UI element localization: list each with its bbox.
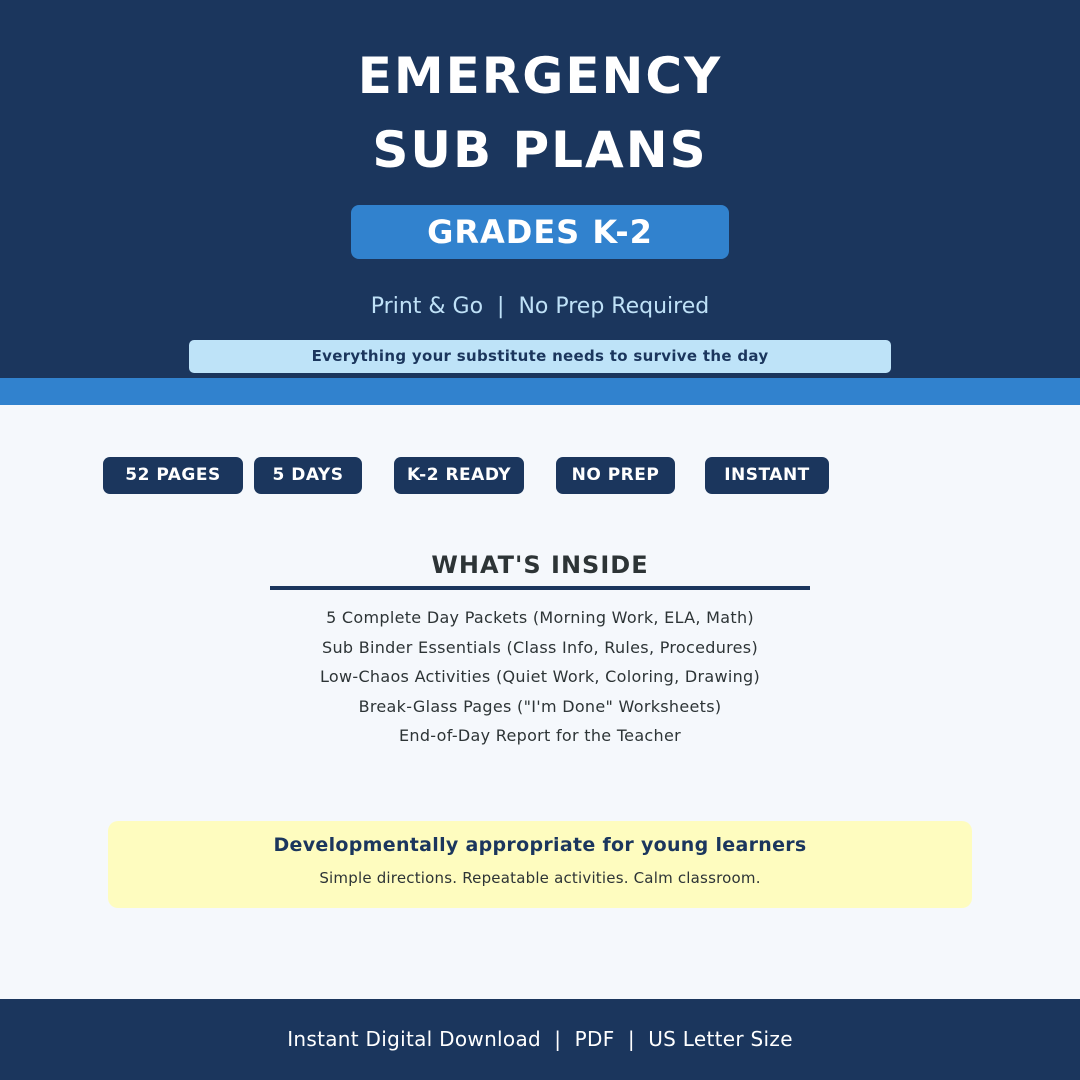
whats-inside-title: WHAT'S INSIDE	[431, 551, 649, 579]
list-item: End-of-Day Report for the Teacher	[399, 726, 681, 746]
list-item: Low-Chaos Activities (Quiet Work, Coloring, Drawing)	[319, 667, 761, 687]
list-item: Sub Binder Essentials (Class Info, Rules, Procedures)	[321, 637, 758, 657]
pill-grade-ready: K-2 READY	[394, 457, 524, 494]
note-box	[108, 821, 972, 908]
title-line-1: EMERGENCY	[357, 47, 723, 105]
accent-band	[0, 378, 1080, 405]
list-item: Break-Glass Pages ("I'm Done" Worksheets)	[358, 696, 722, 716]
grade-badge: GRADES K-2	[351, 205, 729, 259]
header-subtitle: Print & Go | No Prep Required	[370, 294, 710, 319]
pill-pages: 52 PAGES	[103, 457, 243, 494]
section-divider	[270, 586, 810, 590]
title-line-2: SUB PLANS	[372, 121, 708, 179]
pill-days: 5 DAYS	[254, 457, 362, 494]
footer-text: Instant Digital Download | PDF | US Letter Size	[287, 1027, 793, 1051]
whats-inside-list	[0, 606, 1080, 754]
header-tagline: Everything your substitute needs to survive the day	[189, 340, 891, 373]
note-title: Developmentally appropriate for young learners	[273, 834, 807, 856]
cover-header	[0, 0, 1080, 378]
list-item: 5 Complete Day Packets (Morning Work, ELA, Math)	[326, 608, 754, 627]
pill-no-prep: NO PREP	[556, 457, 675, 494]
note-subtitle: Simple directions. Repeatable activities. Calm classroom.	[319, 869, 761, 887]
cover-footer	[0, 999, 1080, 1080]
pill-instant: INSTANT	[705, 457, 829, 494]
